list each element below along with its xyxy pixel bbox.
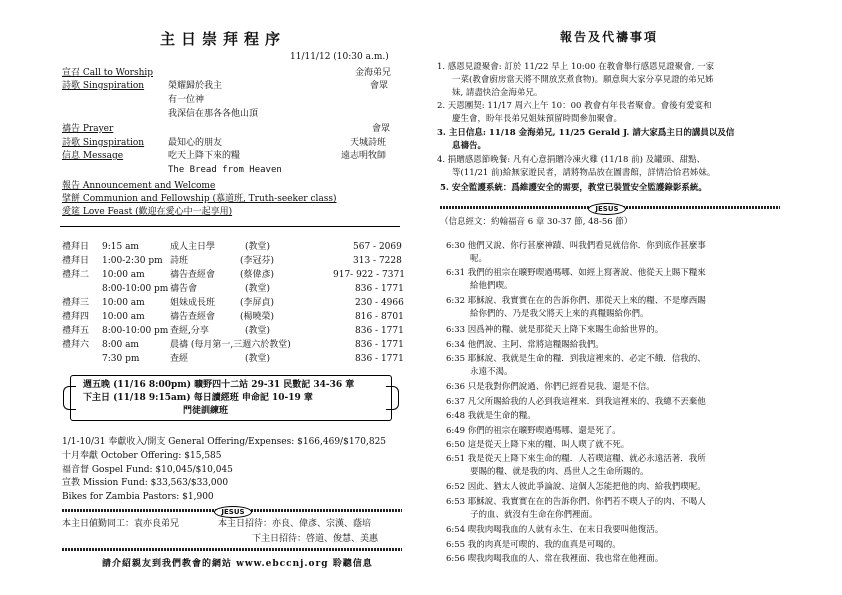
verse-line: 6:37 凡父所賜給我的人必到我這裡來．到我這裡來的、我總不丟棄他: [446, 397, 706, 407]
schedule-time: 8:00-10:00 pm: [102, 326, 169, 336]
schedule-time: 9:15 am: [102, 242, 139, 252]
schedule-event: 禱告會: [170, 284, 198, 294]
fish-divider-right: [440, 203, 780, 213]
verse-line: 6:35 耶穌說、我就是生命的糧．到我這裡來的、必定不餓．信我的、: [446, 354, 706, 364]
schedule-phone: 836 - 1771: [355, 326, 404, 336]
finance-line: Bikes for Zambia Pastors: $1,900: [62, 492, 214, 502]
verse-line: 6:34 他們說、主阿、常將這糧賜給我們。: [446, 340, 604, 350]
order-item-name: 信息 Message: [62, 151, 124, 161]
order-item-person: 遠志明牧師: [341, 151, 387, 161]
duty-staff: 本主日値勤同工：袁亦良弟兄: [62, 519, 180, 529]
announcement-line: 一菜(教會廚房當天將不開放烹煮食物)。願意與大家分享見證的弟兄姊: [452, 75, 714, 85]
schedule-time: 1:00-2:30 pm: [102, 256, 163, 266]
announcement-item: 報告 Announcement and Welcome: [62, 181, 216, 191]
schedule-place: (李屏貞): [240, 298, 275, 308]
schedule-time: 8:00 am: [102, 340, 139, 350]
schedule-day: 禮拜三: [62, 298, 90, 308]
schedule-day: 禮拜日: [62, 242, 90, 252]
schedule-phone: 816 - 8701: [355, 312, 404, 322]
order-item-detail: 有一位神: [168, 95, 205, 105]
announcement-line: 妹, 請盡快洽金海弟兄。: [452, 88, 543, 98]
scroll-line: 門徒訓練班: [183, 406, 229, 416]
order-item-detail: 我深信在那各各他山頂: [168, 109, 259, 119]
verse-line: 6:56 喫我肉喝我血的人、常在我裡面、我也常在他裡面。: [446, 554, 664, 564]
schedule-phone: 836 - 1771: [355, 354, 404, 364]
verse-line: 6:55 我的肉真是可喫的、我的血真是可喝的。: [446, 540, 621, 550]
announcements-title: 報告及代禱事項: [560, 30, 659, 44]
program-title: 主日崇拜程序: [160, 30, 287, 48]
communion-item: 擘餅 Communion and Fellowship (慕道班, Truth-seeker class): [62, 194, 337, 204]
fish-divider-left: [62, 506, 402, 516]
verse-line: 永遠不渴。: [470, 367, 513, 377]
finance-line: 十月奉獻 October Offering: $15,585: [62, 451, 222, 461]
scripture-reference: （信息經文：約翰福音 6 章 30-37 節, 48-56 節）: [440, 217, 633, 227]
schedule-time: 7:30 pm: [102, 354, 140, 364]
schedule-phone: 836 - 1771: [355, 340, 404, 350]
schedule-time: 8:00-10:00 pm: [102, 284, 169, 294]
verse-line: 6:50 這是從天上降下來的糧、叫人喫了就不死。: [446, 440, 630, 450]
announcement-line: 息禱告。: [452, 141, 487, 151]
schedule-place: (教堂): [245, 242, 271, 252]
schedule-day: 禮拜五: [62, 326, 90, 336]
schedule-time: 10:00 am: [102, 312, 145, 322]
schedule-event: 查經: [170, 354, 189, 364]
footer-divider: [62, 547, 402, 553]
class-scroll-box: [70, 375, 392, 421]
order-item-person: 金海弟兄: [355, 68, 392, 78]
verse-line: 6:36 只是我對你們說過、你們已經看見我、還是不信。: [446, 382, 655, 392]
scroll-line: 下主日 (11/18 9:15am) 每日讀經班 申命記 10-19 章: [83, 393, 313, 403]
verse-line: 6:52 因此、猶太人彼此爭論說、這個人怎能把他的肉、給我們喫呢。: [446, 482, 706, 492]
verse-line: 給他們喫。: [470, 281, 513, 291]
verse-line: 6:30 他們又說、你行甚麼神蹟、叫我們看見就信你．你到底作甚麼事: [446, 241, 706, 251]
jesus-fish-icon: JESUS: [588, 203, 626, 215]
verse-line: 子的血、就沒有生命在你們裡面。: [470, 510, 598, 520]
order-item-name: 宣召 Call to Worship: [62, 68, 154, 78]
order-item-person: 會眾: [370, 81, 389, 91]
website-footer: 請介紹親友到我們教會的網站 www.ebccnj.org 聆聽信息: [102, 559, 373, 569]
order-item-name: 詩歌 Singspiration: [62, 138, 145, 148]
schedule-event: 詩班: [170, 256, 189, 266]
schedule-time: 10:00 am: [102, 298, 145, 308]
schedule-event: 查經,分享: [170, 326, 209, 336]
verse-line: 6:33 因爲神的糧、就是那從天上降下來賜生命給世界的。: [446, 325, 664, 335]
schedule-event: 成人主日學: [170, 242, 216, 252]
order-item-name: 詩歌 Singspiration: [62, 81, 145, 91]
order-item-detail: 榮耀歸於我主: [168, 81, 223, 91]
order-item-name: 禱告 Prayer: [62, 124, 114, 134]
schedule-place: (蔡偉彥): [240, 270, 275, 280]
verse-line: 6:53 耶穌說、我實實在在的告訴你們、你們若不喫人子的肉、不喝人: [446, 497, 706, 507]
verse-line: 呢。: [470, 254, 488, 264]
schedule-event: 禱告查經會: [170, 270, 216, 280]
verse-line: 6:54 喫我肉喝我血的人就有永生、在末日我要叫他復活。: [446, 525, 664, 535]
schedule-time: 10:00 am: [102, 270, 145, 280]
verse-line: 給你們的、乃是我父將天上來的真糧賜給你們。: [470, 309, 649, 319]
schedule-place: (教堂): [245, 354, 271, 364]
finance-line: 福音督 Gospel Fund: $10,045/$10,045: [62, 465, 233, 475]
order-item-detail: The Bread from Heaven: [168, 165, 282, 175]
schedule-phone: 567 - 2069: [353, 242, 402, 252]
verse-line: 6:49 你們的祖宗在曠野喫過嗎哪、還是死了。: [446, 426, 621, 436]
schedule-place: (教堂): [245, 326, 271, 336]
schedule-phone: 917- 922 - 7371: [333, 270, 405, 280]
schedule-day: 禮拜六: [62, 340, 90, 350]
schedule-day: 禮拜日: [62, 256, 90, 266]
verse-line: 6:48 我就是生命的糧。: [446, 411, 536, 421]
verse-line: 6:51 我是從天上降下來生命的糧．人若喫這糧、就必永遠活著．我所: [446, 454, 706, 464]
announcement-line: 5. 安全監護系統：爲維護安全的需要，教堂已裝置安全監護錄影系統。: [440, 183, 707, 193]
announcement-line: 慶生會，盼年長弟兄姐妹預留時間參加聚會。: [452, 114, 623, 124]
announcement-line: 3. 主日信息: 11/18 金海弟兄, 11/25 Gerald J. 請大家爲主日的講員以及信: [437, 128, 735, 138]
schedule-phone: 836 - 1771: [355, 284, 404, 294]
schedule-phone: 313 - 7228: [353, 256, 402, 266]
order-item-person: 天城詩班: [350, 138, 387, 148]
order-item-detail: 吃天上降下來的糧: [168, 151, 241, 161]
verse-line: 要賜的糧、就是我的肉、爲世人之生命所賜的。: [470, 467, 649, 477]
ushers-next: 下主日招待：啓道、俊慧、美惠: [252, 534, 379, 544]
ushers-today: 本主日招待：亦良、偉彥、宗漢、蔭培: [218, 519, 372, 529]
scroll-line: 週五晚 (11/16 8:00pm) 曠野四十二站 29-31 民數記 34-36 章: [83, 380, 355, 390]
finance-line: 1/1-10/31 奉獻收入/開支 General Offering/Expenses: $166,469/$170,825: [62, 437, 387, 447]
verse-line: 6:32 耶穌說、我實實在在的告訴你們、那從天上來的糧、不是摩西賜: [446, 296, 706, 306]
service-date: 11/11/12 (10:30 a.m.): [290, 52, 389, 62]
announcement-line: 等(11/21 前)給無家遊民者，請將物品放在圖書館，詳情洽恰君姊妹。: [452, 168, 716, 178]
order-item-detail: 最知心的朋友: [168, 138, 223, 148]
announcement-line: 1. 感恩見證聚會: 訂於 11/22 早上 10:00 在教會舉行感恩見證聚會, 一家: [437, 62, 715, 72]
announcement-line: 4. 捐贈感恩節晚餐: 凡有心意捐贈冷凍火雞 (11/18 前) 及罐頭、甜點、: [437, 155, 706, 165]
schedule-event: 晨禱 (每月第一,三週六於教堂): [170, 340, 291, 350]
finance-line: 宣教 Mission Fund: $33,563/$33,000: [62, 478, 229, 488]
schedule-day: 禮拜二: [62, 270, 90, 280]
schedule-event: 禱告查經會: [170, 312, 216, 322]
jesus-fish-icon: JESUS: [214, 506, 252, 518]
schedule-place: (楊曉榮): [240, 312, 275, 322]
love-feast-item: 愛筵 Love Feast (歡迎在愛心中一起享用): [62, 207, 233, 217]
verse-line: 6:31 我們的祖宗在曠野喫過嗎哪、如經上寫著說、他從天上賜下糧來: [446, 268, 706, 278]
order-item-person: 會眾: [372, 124, 391, 134]
announcement-line: 2. 天恩團契: 11/17 周六上午 10：00 教會有年長者聚會。會後有愛宴和: [437, 101, 712, 111]
divider: [60, 226, 400, 227]
schedule-place: (李冠芬): [240, 256, 275, 266]
schedule-event: 姐妹成長班: [170, 298, 216, 308]
schedule-place: (教堂): [245, 284, 271, 294]
schedule-phone: 230 - 4966: [355, 298, 404, 308]
schedule-day: 禮拜四: [62, 312, 90, 322]
